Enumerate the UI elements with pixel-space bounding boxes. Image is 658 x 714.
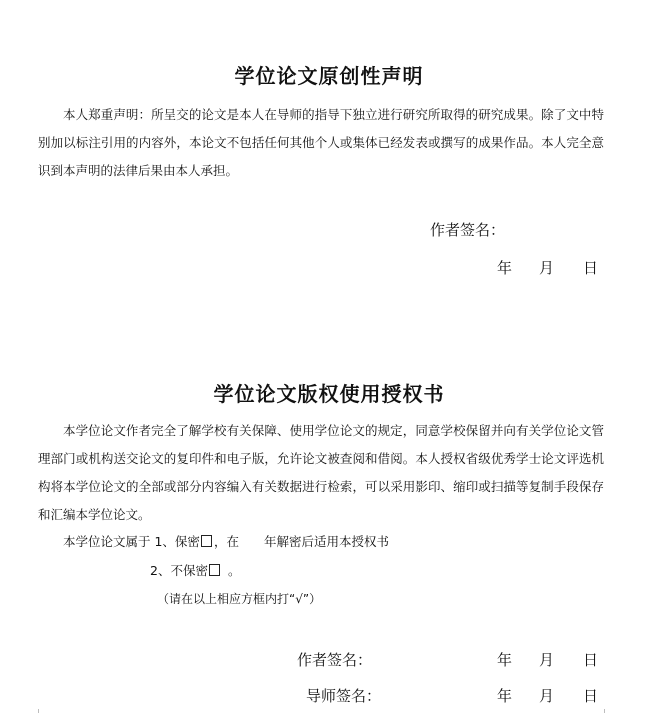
- not-confidential-checkbox[interactable]: [209, 564, 220, 576]
- date-month-label: 月: [539, 259, 555, 277]
- copyright-body: 本学位论文作者完全了解学校有关保障、使用学位论文的规定，同意学校保留并向有关学位论文管理部门或机构送交论文的复印件和电子版，允许论文被查阅和借阅。本人授权省级优秀学士论文评选机构将本学位论文的全部或部分内容编入有关数据进行检索，可以采用影印、缩印或扫描等复制手段保存和汇编本学位论文。: [38, 423, 604, 522]
- secrecy-option-1-prefix: 本学位论文属于 1、保密: [63, 534, 200, 549]
- originality-title: 学位论文原创性声明: [234, 64, 424, 88]
- date-year-label: 年: [497, 651, 513, 669]
- date-day-label: 日: [583, 651, 599, 669]
- copyright-author-sign-label: 作者签名：: [297, 651, 373, 669]
- originality-body: 本人郑重声明：所呈交的论文是本人在导师的指导下独立进行研究所取得的研究成果。除了文中特别加以标注引用的内容外，本论文不包括任何其他个人或集体已经发表或撰写的成果作品。本人完全意识到本声明的法律后果由本人承担。: [38, 107, 604, 178]
- confidential-checkbox[interactable]: [201, 535, 212, 547]
- date-year-label: 年: [497, 687, 513, 705]
- copyright-title: 学位论文版权使用授权书: [213, 382, 445, 406]
- originality-date-row: [497, 258, 598, 278]
- secrecy-option-2-suffix: 。: [227, 563, 241, 578]
- checkbox-instruction: （请在以上相应方框内打“√”）: [157, 592, 322, 606]
- date-day-label: 日: [583, 687, 599, 705]
- secrecy-option-1-suffix: ，在 年解密后适用本授权书: [213, 534, 389, 549]
- copyright-advisor-date-row: [497, 686, 598, 706]
- page-margin-marks: [0, 707, 658, 714]
- secrecy-option-2-prefix: 2、不保密: [150, 563, 208, 578]
- margin-mark-right: [604, 709, 605, 713]
- margin-mark-left: [38, 709, 39, 713]
- secrecy-option-2: [150, 562, 240, 580]
- date-year-label: 年: [497, 259, 513, 277]
- secrecy-option-1: [63, 533, 389, 551]
- copyright-advisor-sign-label: 导师签名：: [306, 687, 382, 705]
- originality-author-sign-label: 作者签名：: [430, 221, 506, 239]
- date-day-label: 日: [583, 259, 599, 277]
- date-month-label: 月: [539, 651, 555, 669]
- copyright-author-date-row: [497, 650, 598, 670]
- date-month-label: 月: [539, 687, 555, 705]
